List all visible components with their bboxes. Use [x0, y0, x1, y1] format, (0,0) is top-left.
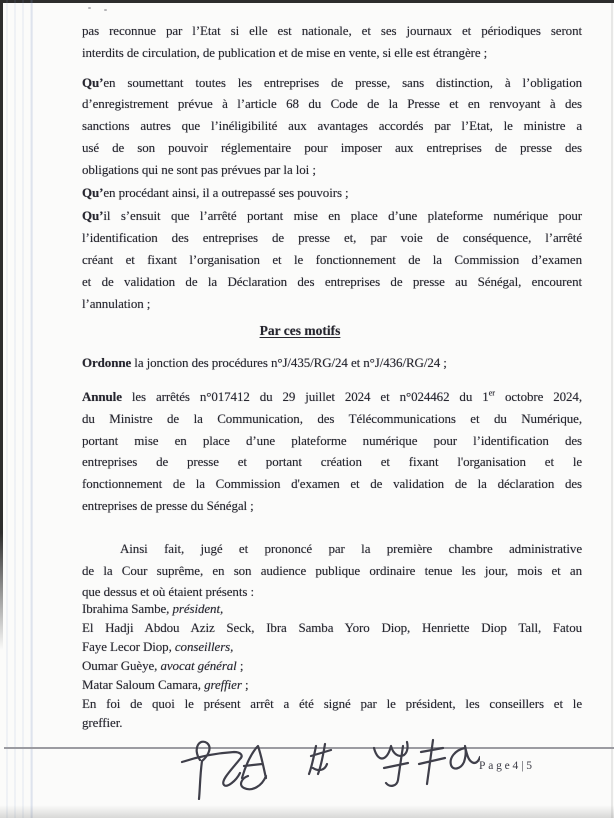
text-line [82, 72, 582, 94]
text-line [82, 205, 582, 227]
text-line: du Ministre de la Communication, des Télécommunications et du Numérique, [82, 410, 582, 426]
paragraph-ordonne [82, 352, 582, 374]
attendee-line [82, 637, 582, 656]
paragraph-qu-procedant [82, 182, 582, 204]
text-line: usé de son pouvoir réglementaire pour imposer aux entreprises de presse des [82, 139, 582, 155]
text-line: pas reconnue par l’Etat si elle est nationale, et ses journaux et périodiques seront [82, 23, 582, 38]
attendee-line [82, 656, 582, 675]
page-number: Page4|5 [479, 760, 535, 772]
line-text: en soumettant toutes les entreprises de presse, sans distinction, à l’obligation [103, 74, 582, 90]
paragraph-qu-ensuit [82, 205, 582, 314]
text-line [82, 182, 582, 204]
attendee-tail: ; [236, 658, 244, 674]
line-text: les arrêtés n°017412 du 29 juillet 2024 et n°024462 du 1 [121, 388, 489, 404]
text-line: l’annulation ; [82, 295, 151, 311]
ordinal-superscript: er [488, 387, 496, 398]
attendee-line [82, 599, 582, 618]
lead-word: Ordonne [82, 355, 132, 371]
text-line: et de validation de la Déclaration des entreprises de presse au Sénégal, encourent [82, 273, 582, 289]
line-text: en procédant ainsi, il a outrepassé ses pouvoirs ; [103, 184, 349, 200]
paragraph-annule [82, 386, 582, 517]
text-line: l’identification des entreprises de presse et, par voie de conséquence, l’arrêté [82, 230, 582, 246]
paragraph-qu-soumettant [82, 72, 582, 181]
closing-line: greffier. [82, 715, 123, 731]
text-line: obligations qui ne sont pas prévues par la loi ; [82, 161, 316, 177]
line-text: il s’ensuit que l’arrêté portant mise en place d’une plateforme numérique pour [103, 208, 582, 224]
scan-edge-left [0, 0, 3, 650]
text-line: portant mise en place d’une plateforme numérique pour l’identification des [82, 432, 582, 448]
attendee-role: greffier [204, 677, 242, 693]
paragraph-ainsi-fait [82, 538, 582, 603]
attendees-list [82, 599, 582, 732]
attendee-line [82, 675, 582, 694]
lead-word: Qu’ [82, 208, 104, 224]
section-heading: Par ces motifs [259, 323, 341, 339]
attendee-name: Oumar Guèye, [82, 658, 161, 674]
attendee-tail: ; [241, 677, 249, 693]
attendee-name: Matar Saloum Camara, [82, 677, 205, 693]
attendee-role: avocat général [160, 658, 237, 674]
text-line [82, 352, 582, 374]
closing-line: En foi de quoi le présent arrêt a été signé par le président, les conseillers et le [82, 696, 582, 712]
document-body [82, 0, 582, 732]
line-text: octobre 2024, [495, 388, 582, 404]
scan-streak-line [31, 0, 33, 818]
text-line: Ainsi fait, jugé et prononcé par la première chambre administrative [120, 540, 582, 556]
paragraph-continuation [82, 20, 582, 64]
attendee-role: conseillers, [174, 639, 234, 655]
text-line: entreprises de presse et portant création et fixant l'organisation et le [82, 454, 582, 470]
text-line: que dessus et où étaient présents : [82, 584, 254, 600]
lead-word: Annule [82, 388, 122, 404]
text-line: fonctionnement de la Commission d'examen et de validation de la déclaration des [82, 476, 582, 492]
scan-edge-bottom [0, 805, 614, 818]
line-text: la jonction des procédures n°J/435/RG/24 et n°J/436/RG/24 ; [131, 355, 447, 371]
text-line: entreprises de presse du Sénégal ; [82, 497, 254, 513]
attendee-name: Faye Lecor Diop, [82, 639, 175, 655]
text-line [82, 386, 582, 408]
signature-marks-icon [170, 730, 480, 800]
attendee-role: président, [172, 601, 224, 617]
text-line: interdits de circulation, de publication et de mise en vente, si elle est étrangère ; [82, 44, 488, 60]
text-line: créant et fixant l’organisation et le fonctionnement de la Commission d’examen [82, 251, 582, 267]
lead-word: Qu’ [82, 184, 104, 200]
text-line: sanctions autres que l’inéligibilité aux avantages accordés par l’Etat, le ministre a [82, 118, 582, 134]
scan-streaks [6, 0, 38, 818]
attendee-line: El Hadji Abdou Aziz Seck, Ibra Samba Yoro Diop, Henriette Diop Tall, Fatou [82, 620, 582, 636]
attendee-name: Ibrahima Sambe, [82, 601, 173, 617]
text-line: d’enregistrement prévue à l’article 68 du Code de la Presse et en renvoyant à des [82, 96, 582, 112]
scan-edge-right [611, 0, 613, 818]
lead-word: Qu’ [82, 74, 104, 90]
text-line: de la Cour suprême, en son audience publique ordinaire tenue les jour, mois et an [82, 562, 582, 578]
